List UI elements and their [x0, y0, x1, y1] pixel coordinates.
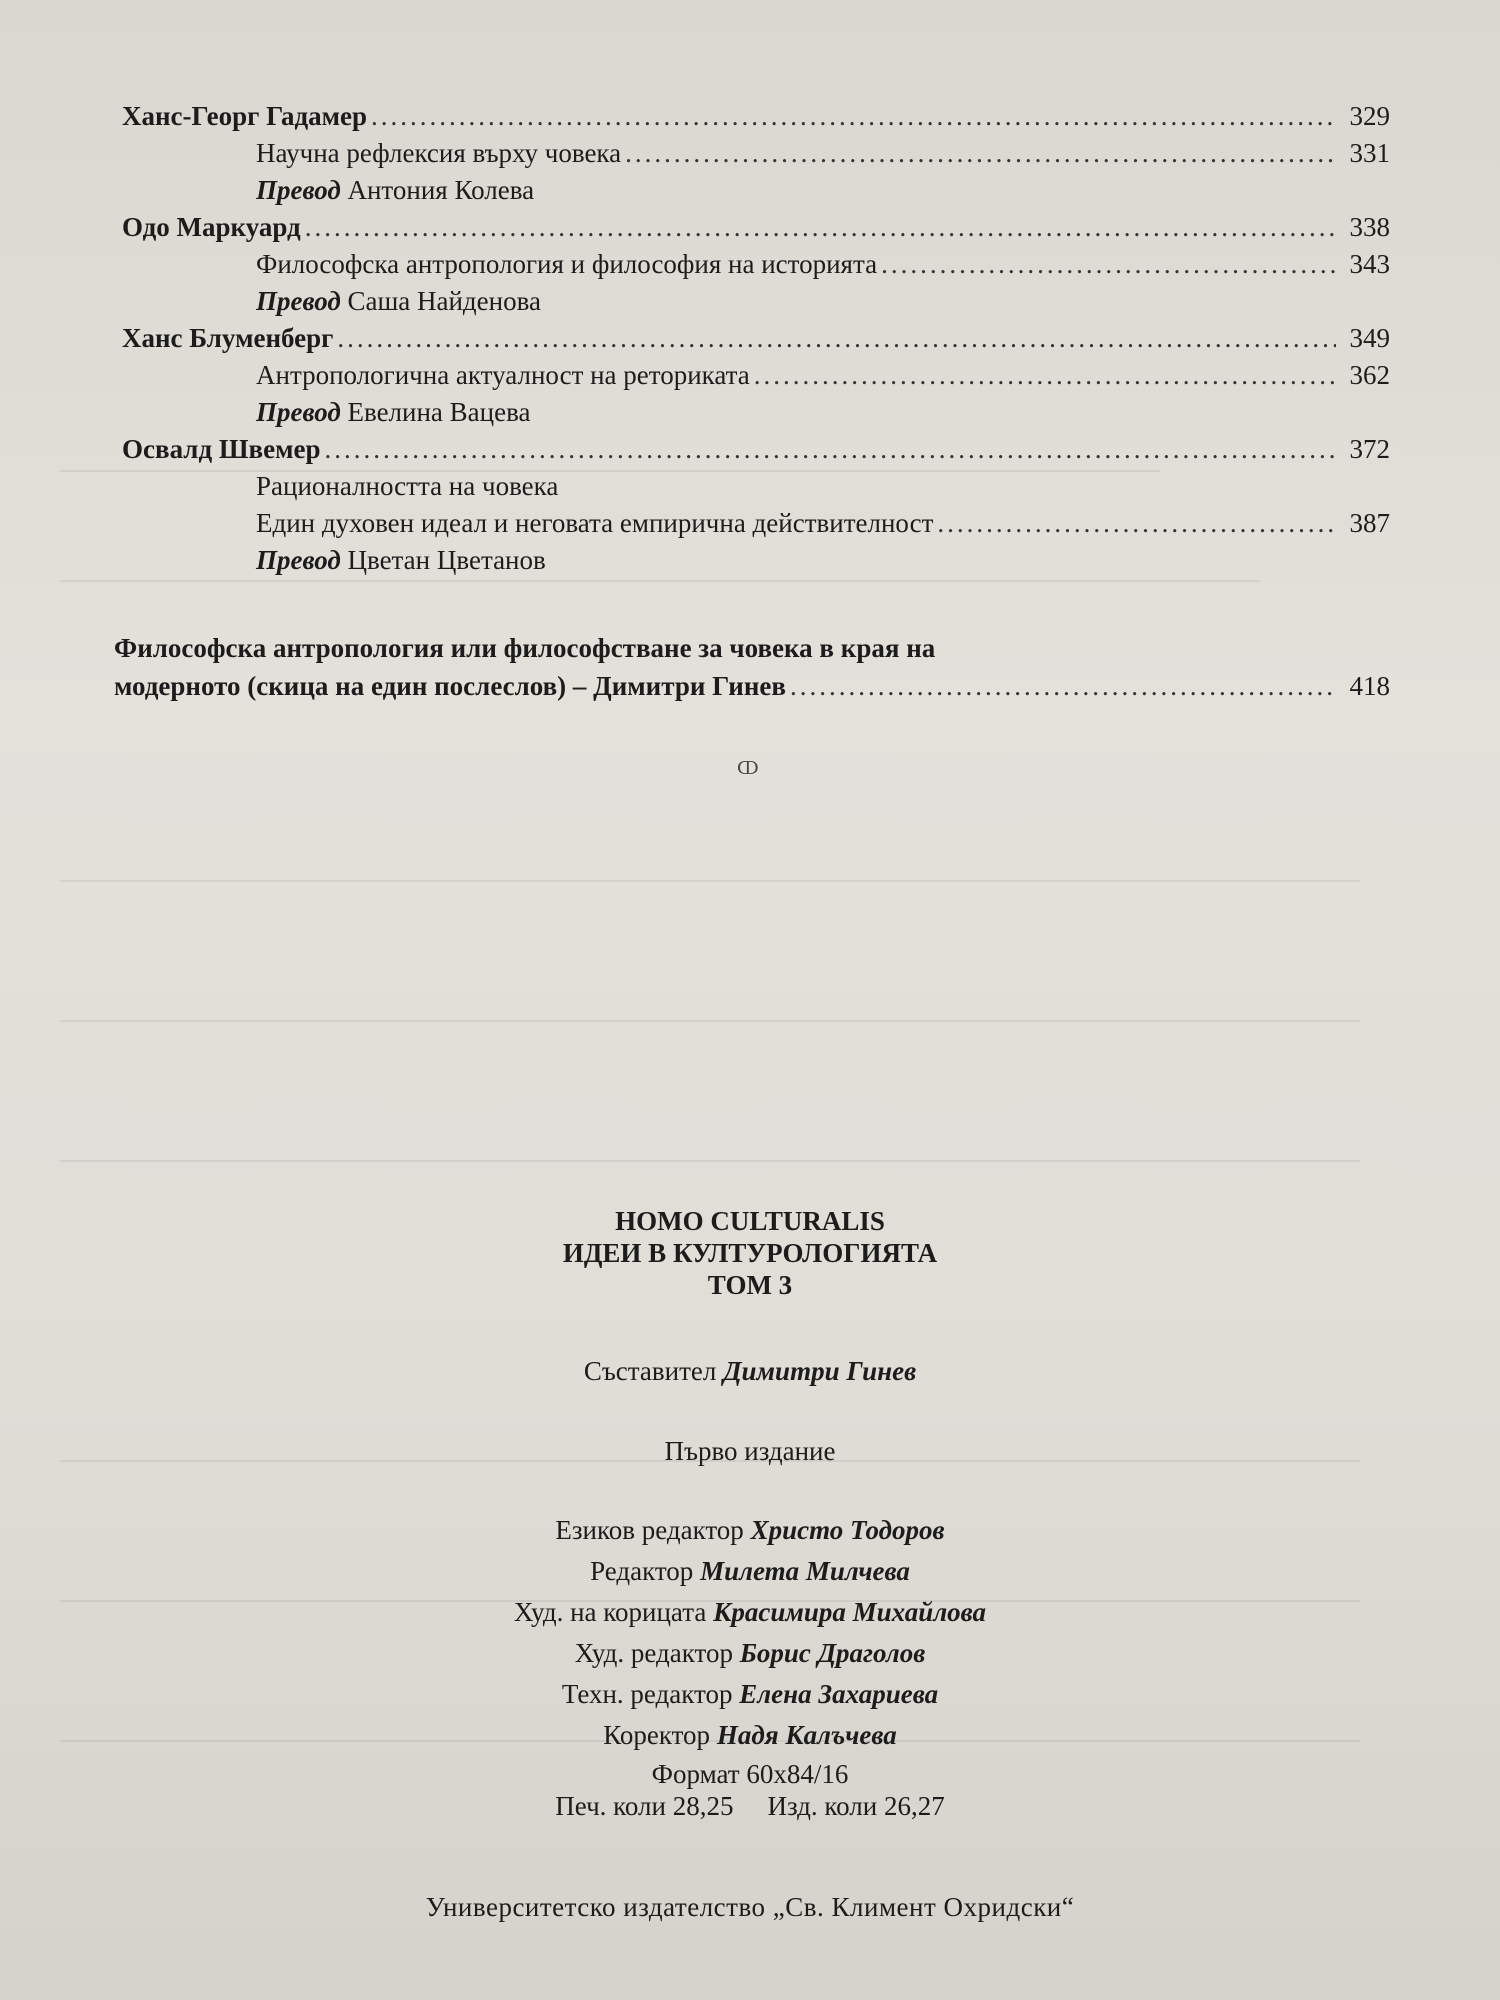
toc-work-entry — [122, 248, 1390, 285]
credit-line — [0, 1674, 1500, 1715]
toc-translator — [122, 544, 1390, 581]
leader-dots — [937, 507, 1336, 539]
toc-work-title: Рационалността на човека — [256, 471, 559, 501]
toc-work-entry — [122, 137, 1390, 174]
toc-page-number: 343 — [1349, 249, 1390, 279]
leader-dots — [337, 322, 1336, 354]
format-block — [0, 1758, 1500, 1822]
volume-number: ТОМ 3 — [707, 1270, 793, 1300]
format-line: Формат 60х84/16 — [651, 1759, 849, 1789]
toc-work-title: Философска антропология и философия на историята — [256, 249, 878, 279]
translator-name: Евелина Вацева — [347, 397, 531, 427]
toc-work-entry — [122, 507, 1390, 544]
translator-name: Антония Колева — [347, 175, 535, 205]
credit-role: Худ. редактор — [574, 1638, 733, 1668]
toc-work-title: Научна рефлексия върху човека — [256, 138, 622, 168]
credit-role: Коректор — [603, 1720, 711, 1750]
afterword-title-line2-row — [114, 670, 1390, 710]
leader-dots — [371, 100, 1336, 132]
translator-name: Цветан Цветанов — [347, 545, 546, 575]
table-of-contents — [122, 100, 1390, 581]
leader-dots — [324, 433, 1336, 465]
ornament-icon: ↀ — [737, 758, 759, 778]
leader-dots — [305, 211, 1336, 243]
book-subtitle: ИДЕИ В КУЛТУРОЛОГИЯТА — [562, 1238, 938, 1268]
toc-page-number: 329 — [1349, 101, 1390, 131]
translator-name: Саша Найденова — [347, 286, 541, 316]
leader-dots — [754, 359, 1336, 391]
sheets-line — [0, 1790, 1500, 1822]
credit-name: Милета Милчева — [700, 1556, 910, 1586]
toc-translator — [122, 174, 1390, 211]
toc-author-entry — [122, 100, 1390, 137]
print-sheets: Печ. коли 28,25 — [555, 1791, 734, 1821]
credit-role: Худ. на корицата — [513, 1597, 707, 1627]
translator-label: Превод — [256, 286, 341, 316]
credit-name: Надя Калъчева — [716, 1720, 897, 1750]
toc-author: Ханс Блуменберг — [122, 323, 334, 353]
toc-author-entry — [122, 322, 1390, 359]
credit-line — [0, 1592, 1500, 1633]
book-title-block — [0, 1205, 1500, 1301]
afterword-title-line1: Философска антропология или философстване за човека в края на — [114, 633, 936, 663]
credit-line — [0, 1633, 1500, 1674]
credit-name: Борис Драголов — [739, 1638, 926, 1668]
translator-label: Превод — [256, 397, 341, 427]
leader-dots — [790, 670, 1336, 702]
toc-work-title: Антропологична актуалност на реториката — [256, 360, 750, 390]
translator-label: Превод — [256, 545, 341, 575]
toc-author: Освалд Швемер — [122, 434, 321, 464]
toc-page-number: 349 — [1349, 323, 1390, 353]
toc-translator — [122, 396, 1390, 433]
credit-role: Редактор — [590, 1556, 694, 1586]
edition-line: Първо издание — [664, 1436, 836, 1466]
compiler-name: Димитри Гинев — [723, 1356, 917, 1386]
credits-block — [0, 1510, 1500, 1756]
credit-name: Христо Тодоров — [750, 1515, 945, 1545]
toc-author: Ханс-Георг Гадамер — [122, 101, 368, 131]
toc-translator — [122, 285, 1390, 322]
toc-page-number: 331 — [1349, 138, 1390, 168]
toc-author: Одо Маркуард — [122, 212, 301, 242]
toc-work-entry — [122, 470, 1390, 507]
toc-work-entry — [122, 359, 1390, 396]
toc-author-entry — [122, 211, 1390, 248]
credit-name: Елена Захариева — [739, 1679, 939, 1709]
toc-page-number: 338 — [1349, 212, 1390, 242]
toc-page-number: 418 — [1349, 671, 1390, 701]
afterword-title-line2: модерното (скица на един послеслов) – Димитри Гинев — [114, 671, 786, 701]
credit-line — [0, 1715, 1500, 1756]
publisher-sheets: Изд. коли 26,27 — [767, 1791, 945, 1821]
compiler-line — [0, 1356, 1500, 1387]
toc-page-number: 387 — [1349, 508, 1390, 538]
credit-line — [0, 1551, 1500, 1592]
credit-name: Красимира Михайлова — [713, 1597, 987, 1627]
toc-author-entry — [122, 433, 1390, 470]
series-title: HOMO CULTURALIS — [615, 1206, 885, 1236]
compiler-label: Съставител — [583, 1356, 717, 1386]
credit-role: Езиков редактор — [555, 1515, 744, 1545]
toc-work-title: Един духовен идеал и неговата емпирична действителност — [256, 508, 934, 538]
publisher-line: Университетско издателство „Св. Климент Охридски“ — [425, 1892, 1075, 1922]
toc-page-number: 362 — [1349, 360, 1390, 390]
leader-dots — [625, 137, 1336, 169]
toc-page-number: 372 — [1349, 434, 1390, 464]
leader-dots — [881, 248, 1336, 280]
toc-afterword-entry — [114, 630, 1390, 710]
credit-line — [0, 1510, 1500, 1551]
translator-label: Превод — [256, 175, 341, 205]
credit-role: Техн. редактор — [561, 1679, 733, 1709]
